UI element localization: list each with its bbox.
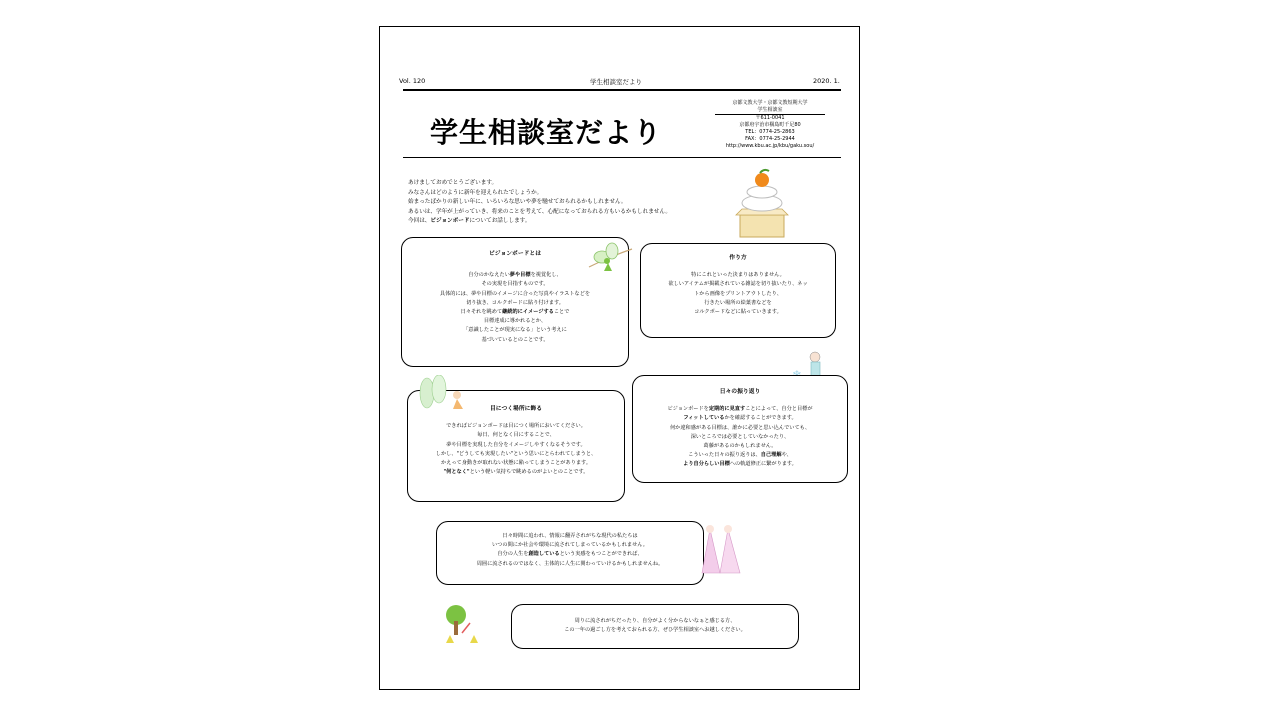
box-line: 毎日、何となく目にすることで、 [477,432,555,439]
address-line: 〒611-0041 [755,115,785,121]
box-how-to-make [640,243,836,338]
box-line: フィットしているかを確認することができます。 [683,415,797,422]
box-line: 自分の人生を創造しているという実感をもつことができれば、 [497,551,643,558]
kagami-mochi-icon [732,165,792,239]
box-summary [436,521,704,585]
box-line: 欲しいアイテムが掲載されている雑誌を切り抜いたり、ネッ [668,281,808,288]
address-block [715,100,825,150]
box-line: "何となく"という軽い気持ちで眺めるのがよいとのことです。 [443,469,589,476]
intro-line: みなさんはどのように新年を迎えられたでしょうか。 [408,189,543,196]
address-line: 京都府宇治市槇島町千足80 [739,122,801,128]
address-line: FAX：0774-25-2944 [745,136,795,142]
intro-line: あるいは、学年が上がっていき、将来のことを考えて、心配になっておられる方もいるかもしれません。 [408,208,671,215]
box-line: 目標達成に導かれるとか、 [483,318,547,325]
box-line: できればビジョンボードは目につく場所においてください。 [446,423,586,430]
page-title: 学生相談室だより [430,116,663,149]
box-heading: ビジョンボードとは [488,251,542,257]
box-line: より自分らしい目標への軌道修正に繋がります。 [683,461,797,468]
issue-date: 2020. 1. [813,77,840,85]
box-line: 具体的には、夢や目標のイメージに合った写真やイラストなどを [439,290,591,297]
box-heading: 目につく場所に飾る [489,406,543,412]
box-line: 葛藤があるのかもしれません。 [703,443,777,450]
box-line: 「意識したことが現実になる」という考えに [463,327,567,334]
header-rule-bottom [403,157,841,158]
intro-text [408,179,671,227]
box-invitation [511,604,799,649]
box-line: しかし、"どうしても実現したい"という思いにとらわれてしまうと、 [435,450,597,457]
box-line: ビジョンボードを定期的に見直すことによって、自分と目標が [667,406,813,413]
address-line: 京都文教大学・京都文教短期大学 [732,100,808,106]
box-line: 切り抜き、コルクボードに貼り付けます。 [466,299,564,306]
address-line: TEL：0774-25-2863 [745,129,795,135]
tree-flowers-icon [440,603,492,647]
box-line: トから画像をプリントアウトしたり、 [694,290,782,297]
kimono-girls-icon [696,523,746,579]
box-line: こういった日々の振り返りは、自己理解や、 [688,452,792,459]
intro-line: 今回は、ビジョンボードについてお話しします。 [408,218,531,224]
header-title: 学生相談室だより [590,78,642,86]
volume-number: Vol. 120 [399,77,426,85]
box-line: 夢や目標を実現した自分をイメージしやすくなるそうです。 [446,441,586,448]
box-line: 日々時間に追われ、情報に翻弄されがちな現代の私たちは [502,533,638,539]
box-line: 深いところでは必要としていなかったり、 [690,433,790,440]
box-line: この一年の過ごし方を考えておられる方、ぜひ学生相談室へお越しください。 [564,627,746,634]
forest-girl-icon [417,375,477,417]
box-line: 周りに流されがちだったり、自分がよく分からないなぁと感じる方、 [574,618,736,624]
box-line: 日々それを眺めて継続的にイメージすることで [460,309,570,316]
box-daily-reflection [632,375,848,483]
newsletter-page [379,26,860,690]
intro-line: あけましておめでとうございます。 [408,180,498,186]
box-line: いつの間にか社会や環境に流されてしまっているかもしれません。 [492,542,648,549]
fairy-icon [584,237,636,277]
box-line: 周囲に流されるのではなく、主体的に人生に関わっていけるかもしれませんね。 [476,560,664,567]
address-url: http://www.kbu.ac.jp/kbu/gaku.sou/ [725,143,815,149]
box-heading: 日々の振り返り [719,389,761,395]
box-line: コルクボードなどに貼っていきます。 [694,309,782,316]
box-line: 基づいているとのことです。 [481,336,549,343]
box-line: かえって身動きが取れない状態に陥ってしまうことがあります。 [440,460,592,467]
box-heading: 作り方 [729,255,747,261]
address-line: 学生相談室 [715,107,825,115]
header-rule-top [403,89,841,91]
box-line: 何か違和感がある目標は、誰かに必要と思い込んでいても、 [669,424,811,431]
box-line: 行きたい場所の絵葉書などを [704,299,772,306]
box-line: 特にこれといった決まりはありません。 [691,272,785,279]
box-line: その実現を目指すものです。 [481,281,549,288]
box-line: 自分のかなえたい夢や目標を視覚化し、 [468,272,562,279]
intro-line: 始まったばかりの新しい年に、いろいろな思いや夢を馳せておられるかもしれません。 [408,199,627,205]
